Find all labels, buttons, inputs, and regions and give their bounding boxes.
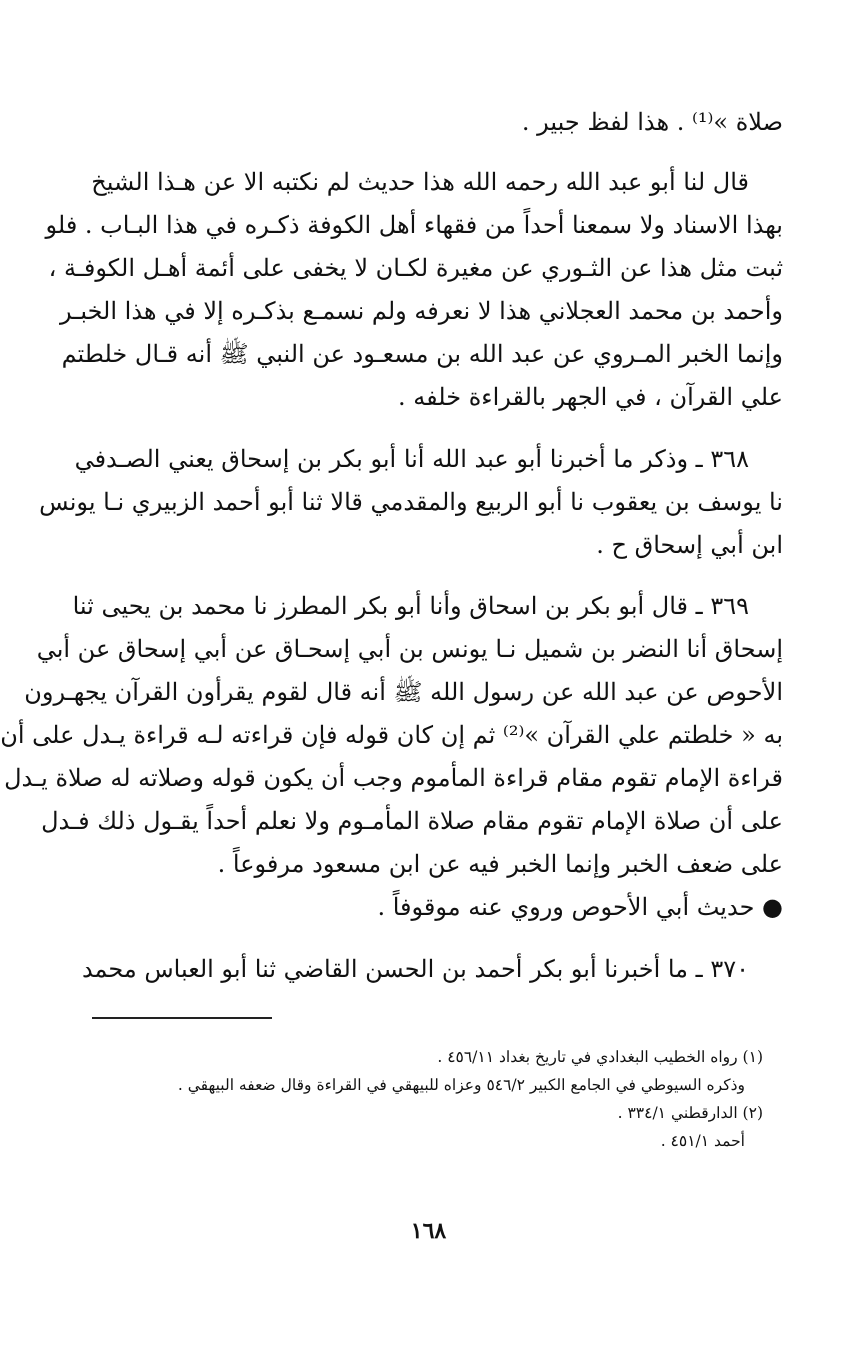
text-line: ٣٦٩ ـ قال أبو بكر بن اسحاق وأنا أبو بكر المطرز نا محمد بن يحيى ثنا xyxy=(72,592,749,620)
text-line: وإنما الخبر المـروي عن عبد الله بن مسعـود عن النبي ﷺ أنه قـال خلطتم xyxy=(61,340,783,368)
text-line: به « خلطتم علي القرآن »⁽²⁾ ثم إن كان قوله فإن قراءته لـه قراءة يـدل على أن xyxy=(0,721,783,749)
bullet-icon: ● xyxy=(754,893,783,921)
text-line: بهذا الاسناد ولا سمعنا أحداً من فقهاء أهل الكوفة ذكـره في هذا البـاب . فلو xyxy=(45,211,783,239)
text-line: ثبت مثل هذا عن الثـوري عن مغيرة لكـان لا يخفى على أئمة أهـل الكوفـة ، xyxy=(48,254,783,282)
text-line: علي القرآن ، في الجهر بالقراءة خلفه . xyxy=(398,383,783,411)
text-line: وأحمد بن محمد العجلاني هذا لا نعرفه ولم نسمـع بذكـره إلا في هذا الخبـر xyxy=(60,297,783,325)
footnote-line: (٢) الدارقطني ٣٣٤/١ . xyxy=(617,1104,763,1122)
paragraph-368 xyxy=(39,438,783,567)
text-line: على أن صلاة الإمام تقوم مقام صلاة المأمـوم ولا نعلم أحداً يقـول ذلك فـدل xyxy=(41,807,783,835)
bullet-text: حديث أبي الأحوص وروي عنه موقوفاً . xyxy=(377,893,755,921)
text-line: على ضعف الخبر وإنما الخبر فيه عن ابن مسعود مرفوعاً . xyxy=(217,850,783,878)
paragraph-continuation xyxy=(71,101,783,144)
footnote-line: وذكره السيوطي في الجامع الكبير ٥٤٦/٢ وعزاه للبيهقي في القراءة وقال ضعفه البيهقي . xyxy=(177,1076,745,1094)
footnote-line: أحمد ٤٥١/١ . xyxy=(660,1132,745,1150)
text-line: قراءة الإمام تقوم مقام قراءة المأموم وجب أن يكون قوله وصلاته له صلاة يـدل xyxy=(4,764,783,792)
text-line: ٣٦٨ ـ وذكر ما أخبرنا أبو عبد الله أنا أبو بكر بن إسحاق يعني الصـدفي xyxy=(74,445,749,473)
text-line: قال لنا أبو عبد الله رحمه الله هذا حديث لم نكتبه الا عن هـذا الشيخ xyxy=(91,168,749,196)
bullet-line xyxy=(71,886,783,929)
text-line: نا يوسف بن يعقوب نا أبو الربيع والمقدمي قالا ثنا أبو أحمد الزبيري نـا يونس xyxy=(39,488,783,516)
text-line: صلاة »⁽¹⁾ . هذا لفظ جبير . xyxy=(521,108,783,136)
footnotes xyxy=(71,1043,783,1155)
paragraph-370 xyxy=(71,948,783,991)
text-line: إسحاق أنا النضر بن شميل نـا يونس بن أبي إسحـاق عن أبي إسحاق عن أبي xyxy=(36,635,783,663)
paragraph-369 xyxy=(0,585,783,929)
footnote-separator xyxy=(92,1017,272,1019)
text-line: ٣٧٠ ـ ما أخبرنا أبو بكر أحمد بن الحسن القاضي ثنا أبو العباس محمد xyxy=(81,955,749,983)
text-line: الأحوص عن عبد الله عن رسول الله ﷺ أنه قال لقوم يقرأون القرآن يجهـرون xyxy=(24,678,783,706)
footnote-line: (١) رواه الخطيب البغدادي في تاريخ بغداد ٤٥٦/١١ . xyxy=(437,1048,763,1066)
paragraph-commentary xyxy=(45,161,783,419)
page-number: ١٦٨ xyxy=(410,1218,447,1244)
text-line: ابن أبي إسحاق ح . xyxy=(596,531,783,559)
